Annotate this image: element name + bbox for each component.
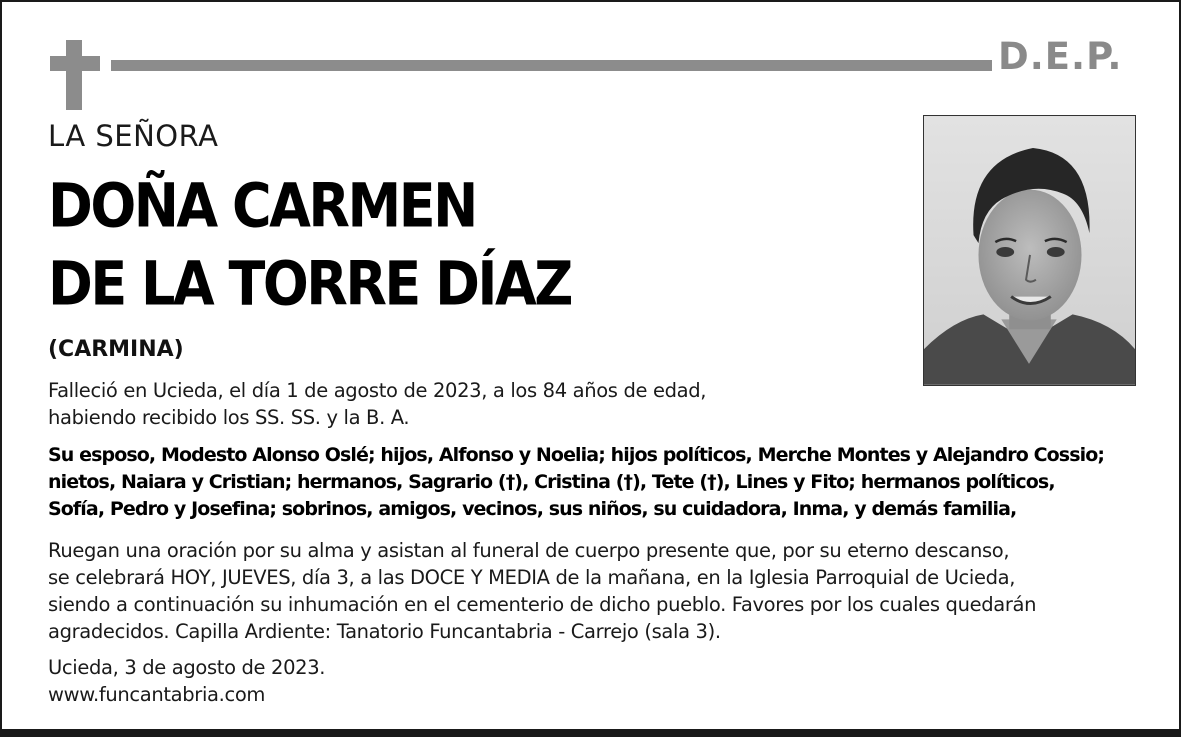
header-rule [111,60,992,71]
text-line: Sofía, Pedro y Josefina; sobrinos, amigos, vecinos, sus niños, su cuidadora, Inma, y demás familia, [48,498,1017,520]
title-prefix: LA SEÑORA [48,119,219,153]
text-line: se celebrará HOY, JUEVES, día 3, a las DOCE Y MEDIA de la mañana, en la Iglesia Parroquial de Ucieda, [48,566,1016,589]
text-line: Falleció en Ucieda, el día 1 de agosto de 2023, a los 84 años de edad, [48,379,707,402]
deceased-name-line-2: DE LA TORRE DÍAZ [48,248,571,319]
family-list [48,442,1104,523]
portrait-photo [923,115,1136,386]
text-line: Ruegan una oración por su alma y asistan al funeral de cuerpo presente que, por su eterno descanso, [48,539,1010,562]
death-announcement [48,377,706,431]
place-date: Ucieda, 3 de agosto de 2023. [48,656,326,679]
text-line: habiendo recibido los SS. SS. y la B. A. [48,406,410,429]
deceased-nickname: (CARMINA) [48,337,184,362]
dep-tag: D.E.P. [998,35,1123,78]
text-line: agradecidos. Capilla Ardiente: Tanatorio Funcantabria - Carrejo (sala 3). [48,620,721,643]
website-link[interactable]: www.funcantabria.com [48,683,266,706]
text-line: nietos, Naiara y Cristian; hermanos, Sagrario (†), Cristina (†), Tete (†), Lines y Fito; hermanos políticos, [48,471,1055,493]
text-line: siendo a continuación su inhumación en el cementerio de dicho pueblo. Favores por los cuales quedarán [48,593,1037,616]
text-line: Su esposo, Modesto Alonso Oslé; hijos, Alfonso y Noelia; hijos políticos, Merche Montes y Alejandro Cossio; [48,444,1105,466]
portrait-image [924,116,1135,385]
funeral-details [48,537,1036,645]
deceased-name-line-1: DOÑA CARMEN [48,170,476,241]
